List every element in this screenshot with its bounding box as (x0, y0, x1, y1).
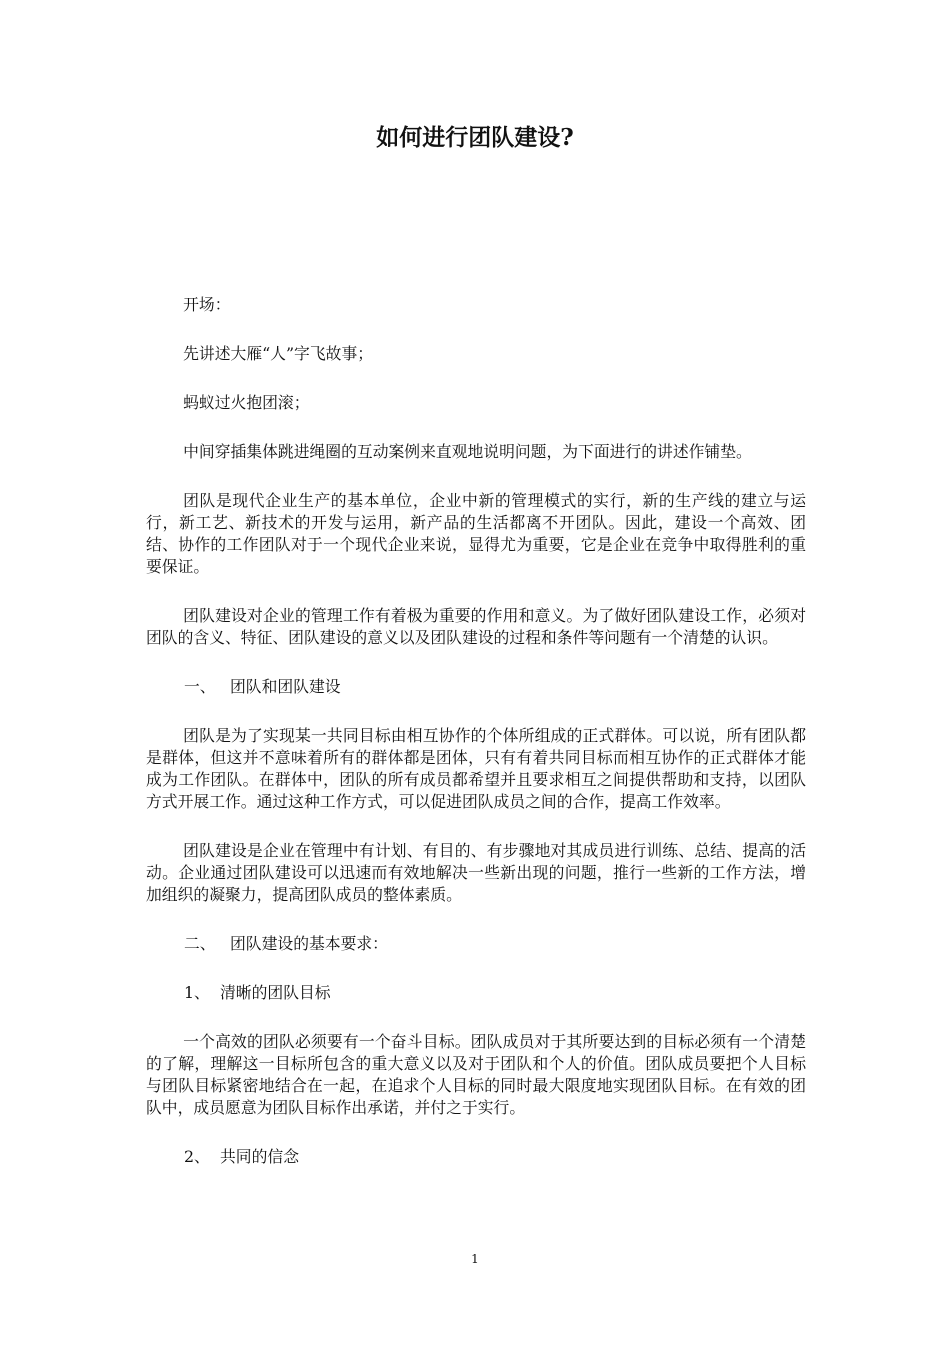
subsection-number: 2、 (184, 1147, 210, 1166)
section-heading-1 (146, 676, 806, 698)
section-title: 团队和团队建设 (230, 677, 341, 696)
subsection-heading-1 (146, 982, 806, 1004)
section-title: 团队建设的基本要求： (230, 934, 388, 953)
paragraph-team-building-significance: 团队建设对企业的管理工作有着极为重要的作用和意义。为了做好团队建设工作，必须对团队的含义、特征、团队建设的意义以及团队建设的过程和条件等问题有一个清楚的认识。 (146, 606, 806, 647)
paragraph-opening: 开场： (183, 295, 231, 314)
subsection-number: 1、 (184, 983, 210, 1002)
paragraph-clear-goal: 一个高效的团队必须要有一个奋斗目标。团队成员对于其所要达到的目标必须有一个清楚的了解，理解这一目标所包含的重大意义以及对于团队和个人的价值。团队成员要把个人目标与团队目标紧密地结合在一起，在追求个人目标的同时最大限度地实现团队目标。在有效的团队中，成员愿意为团队目标作出承诺，并付之于实行。 (146, 1032, 806, 1117)
document-body (146, 294, 806, 1195)
section-heading-2 (146, 933, 806, 955)
subsection-title: 共同的信念 (220, 1147, 299, 1166)
paragraph-geese-story: 先讲述大雁“人”字飞故事； (183, 344, 374, 363)
paragraph-interactive-case: 中间穿插集体跳进绳圈的互动案例来直观地说明问题，为下面进行的讲述作铺垫。 (183, 442, 752, 461)
page-number: 1 (471, 1252, 479, 1266)
subsection-title: 清晰的团队目标 (220, 983, 331, 1002)
paragraph-team-basic-unit: 团队是现代企业生产的基本单位，企业中新的管理模式的实行，新的生产线的建立与运行，新工艺、新技术的开发与运用，新产品的生活都离不开团队。因此，建设一个高效、团结、协作的工作团队对于一个现代企业来说，显得尤为重要，它是企业在竞争中取得胜利的重要保证。 (146, 491, 806, 576)
paragraph-team-building-definition: 团队建设是企业在管理中有计划、有目的、有步骤地对其成员进行训练、总结、提高的活动。企业通过团队建设可以迅速而有效地解决一些新出现的问题，推行一些新的工作方法，增加组织的凝聚力，提高团队成员的整体素质。 (146, 841, 806, 904)
paragraph-ants-story: 蚂蚁过火抱团滚； (183, 393, 310, 412)
document-title: 如何进行团队建设? (376, 124, 574, 151)
section-number: 一、 (184, 677, 216, 696)
paragraph-team-definition: 团队是为了实现某一共同目标由相互协作的个体所组成的正式群体。可以说，所有团队都是群体，但这并不意味着所有的群体都是团体，只有有着共同目标而相互协作的正式群体才能成为工作团队。在群体中，团队的所有成员都希望并且要求相互之间提供帮助和支持，以团队方式开展工作。通过这种工作方式，可以促进团队成员之间的合作，提高工作效率。 (146, 726, 806, 811)
section-number: 二、 (184, 934, 216, 953)
subsection-heading-2 (146, 1146, 806, 1168)
